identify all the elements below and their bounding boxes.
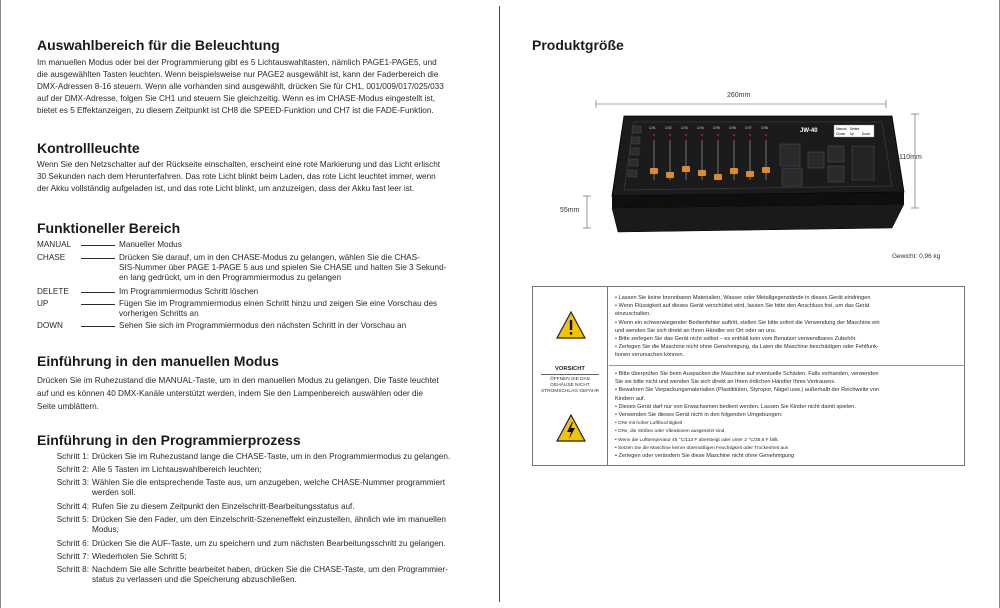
function-key	[852, 146, 874, 180]
description-line: Sehen Sie sich im Programmiermodus den nächsten Schritt in der Vorschau an	[119, 321, 407, 330]
section-title-functional-area: Funktioneller Bereich	[37, 220, 181, 236]
leader-line	[81, 245, 115, 246]
description-line: SIS-Nummer über PAGE 1-PAGE 5 aus und spielen Sie CHASE und halten Sie 3 Sekund-	[119, 263, 447, 272]
definition-description	[119, 240, 469, 250]
warning-line: tionen verursachen können.	[615, 352, 685, 359]
paragraph-line: Wenn Sie den Netzschalter auf der Rückseite einschalten, erscheint eine rote Markierung und das Licht erlischt	[37, 160, 441, 169]
delete-key	[808, 152, 824, 168]
step-text	[92, 565, 448, 585]
mode-label-chase: Chase	[836, 132, 846, 136]
step-text	[92, 452, 450, 462]
description-line: Fügen Sie im Programmiermodus einen Schritt hinzu und zeigen Sie eine Vorschau des	[119, 299, 438, 308]
description-line: vorherigen Schritts an	[119, 309, 199, 318]
step-line: Drücken Sie die AUF-Taste, um zu speichern und zum nächsten Bearbeitungsschritt zu gelangen.	[92, 539, 446, 548]
warning-line: • Verwenden Sie dieses Gerät nicht in den folgenden Umgebungen:	[615, 412, 783, 418]
step-number: Schritt 5:	[56, 515, 89, 524]
step-line: Drücken Sie im Ruhezustand lange die CHASE-Taste, um in den Programmiermodus zu gelangen.	[92, 452, 451, 461]
warning-line: • Zerlegen Sie die Maschine nicht ohne Genehmigung, da Laien die Maschine beschädigen oder Fehlfunk-	[615, 344, 879, 351]
page-button	[632, 126, 641, 133]
paragraph-line: 30 Sekunden nach dem Herunterfahren. Das rote Licht blinkt beim Laden, das rote Licht leuchtet immer, wenn	[37, 172, 436, 182]
page-button	[629, 159, 638, 166]
description-line: en lang gedrückt, um in den Programmiermodus zu gelangen	[119, 273, 342, 282]
safety-warning-box	[532, 286, 965, 466]
fader-track	[765, 140, 766, 180]
mode-label-manual: Manual	[836, 127, 847, 131]
channel-led	[733, 134, 735, 136]
function-definition-list	[37, 240, 477, 335]
product-size-title: Produktgröße	[532, 37, 624, 53]
mode-label-delete: Delete	[850, 127, 860, 131]
caution-label: VORSICHT	[555, 366, 585, 372]
section-body-lighting-selection	[37, 57, 444, 117]
section-title-manual-mode: Einführung in den manuellen Modus	[37, 353, 279, 369]
definition-term: DELETE	[37, 287, 69, 296]
up-key	[828, 146, 844, 162]
channel-label: CH5	[713, 126, 720, 130]
step-text	[92, 539, 446, 549]
definition-term: DOWN	[37, 321, 63, 330]
step-line: Nachdem Sie alle Schritte bearbeitet haben, drücken Sie die CHASE-Taste, um den Programmier-	[92, 565, 448, 574]
page-divider	[499, 6, 500, 602]
mode-label-up: Up	[850, 132, 855, 136]
warning-line: einzuschalten.	[615, 311, 651, 318]
warning-line: und wenden Sie sich direkt an Ihren Händler vor Ort oder an uns.	[615, 327, 777, 334]
step-number: Schritt 6:	[56, 539, 89, 548]
paragraph-line: Im manuellen Modus oder bei der Programmierung gibt es 5 Lichtauswahltasten, nämlich PAGE1-PAGE5, und	[37, 58, 437, 67]
channel-led	[653, 134, 655, 136]
step-line: Wiederholen Sie Schritt 5;	[92, 552, 187, 561]
channel-label: CH2	[665, 126, 672, 130]
caution-sublabel	[533, 377, 607, 395]
fader-knob	[714, 174, 722, 180]
channel-label: CH1	[649, 126, 656, 130]
product-drawing	[532, 80, 965, 270]
caution-subline: STROMSCHLAG GEFAHR	[540, 389, 600, 394]
definition-term: CHASE	[37, 253, 66, 262]
product-dimension-figure	[532, 80, 965, 270]
mode-label-down: Down	[862, 132, 871, 136]
channel-label: CH3	[681, 126, 688, 130]
width-dimension-label: 260mm	[727, 92, 751, 99]
step-text	[92, 552, 187, 562]
down-key	[828, 166, 844, 182]
paragraph-line: bietet es 5 Effektanzeigen, zu diesem Zeitpunkt ist CH8 die SPEED-Funktion und CH7 ist die FADE-Funktion.	[37, 106, 434, 116]
fader-knob	[682, 166, 690, 172]
warning-subline: • Orte, die Stößen oder Vibrationen ausgesetzt sind	[615, 429, 725, 435]
warning-subline: • Orte mit hoher Luftfeuchtigkeit	[615, 421, 683, 427]
warning-line: • Zerlegen oder verändern Sie diese Maschine nicht ohne Genehmigung	[615, 453, 795, 459]
right-page	[503, 0, 1000, 608]
left-page	[0, 0, 497, 608]
chase-key	[782, 168, 802, 186]
warning-line: • Lassen Sie keine brennbaren Materialien, Wasser oder Metallgegenstände in dieses Gerät eindringen	[615, 295, 871, 301]
channel-label: CH7	[745, 126, 752, 130]
step-line: status zu verlassen und die Speicherung abzuschließen.	[92, 575, 297, 584]
warning-subline: • Wenn die Lufttemperatur 45 °C/113 F übersteigt oder unter 2 °C/35,6 F fällt.	[615, 437, 779, 443]
caution-divider	[541, 374, 599, 375]
warning-line: • Wenn Flüssigkeit auf dieses Gerät verschüttet wird, lassen Sie bitte den Anschluss frei, um das Gerät	[615, 303, 870, 310]
weight-label: Gewicht: 0,96 kg	[892, 253, 941, 260]
definition-term: UP	[37, 299, 49, 308]
warning-separator	[609, 365, 964, 366]
step-number: Schritt 8:	[56, 565, 89, 574]
fader-knob	[666, 172, 674, 178]
warning-icon-column	[533, 287, 608, 465]
fader-knob	[762, 167, 770, 173]
page-button	[631, 137, 640, 144]
leader-line	[81, 326, 115, 327]
section-title-programming-process: Einführung in den Programmierprozess	[37, 432, 301, 448]
definition-description	[119, 299, 469, 319]
description-line: Drücken Sie darauf, um in den CHASE-Modus zu gelangen, wählen Sie die CHAS-	[119, 253, 420, 262]
step-number: Schritt 4:	[56, 502, 89, 511]
step-line: Wählen Sie die entsprechende Taste aus, um anzugeben, welche CHASE-Nummer programmiert	[92, 478, 445, 487]
paragraph-line: Seite umblättern.	[37, 402, 99, 411]
warning-line: • Bitte zerlegen Sie das Gerät nicht selbst – es enthält kein vom Benutzer verwendbares Zubehör.	[615, 336, 857, 342]
page-button	[628, 170, 637, 177]
step-line: werden soll.	[92, 488, 136, 497]
channel-led	[765, 134, 767, 136]
warning-line: • Bewahren Sie Verpackungsmaterialien (Plastiktüten, Styropor, Nägel usw.) außerhalb der Reichweite von	[615, 387, 880, 394]
depth-dimension-label: 55mm	[560, 207, 580, 214]
warning-line: • Wenn ein schwerwiegender Bedienfehler auftritt, stellen Sie bitte sofort die Verwendung der Maschine ein	[615, 319, 880, 326]
step-line: Drücken Sie den Fader, um den Einzelschritt-Szeneneffekt einzustellen, ähnlich wie im manuellen	[92, 515, 446, 524]
channel-led	[669, 134, 671, 136]
electric-shock-icon	[556, 414, 586, 442]
caution-subline: ÖFFNEN SIE DAS	[550, 377, 590, 382]
leader-line	[81, 258, 115, 259]
paragraph-line: auf und es können 40 DMX-Kanäle unterstützt werden, indem Sie den Lampenbereich auswählen oder die	[37, 389, 423, 398]
fader-knob	[730, 168, 738, 174]
warning-line: • Bitte überprüfen Sie beim Auspacken die Maschine auf eventuelle Schäden. Falls vorhanden, verwenden	[615, 371, 879, 377]
manual-key	[780, 144, 800, 166]
step-number: Schritt 1:	[56, 452, 89, 461]
section-title-lighting-selection: Auswahlbereich für die Beleuchtung	[37, 37, 280, 53]
step-line: Modus;	[92, 525, 119, 534]
channel-led	[701, 134, 703, 136]
definition-term: MANUAL	[37, 240, 72, 249]
step-number: Schritt 7:	[56, 552, 89, 561]
step-text	[92, 465, 262, 475]
fader-knob	[746, 171, 754, 177]
caution-subline: GEHÄUSE NICHT	[550, 383, 590, 388]
warning-line: Kindern auf.	[615, 395, 646, 402]
section-body-manual-mode	[37, 374, 439, 413]
step-text	[92, 478, 445, 498]
step-text	[92, 515, 446, 535]
channel-led	[749, 134, 751, 136]
paragraph-line: DMX-Adressen 8-16 steuern. Wenn alle vorhanden sind ausgewählt, drücken Sie für CH1, 001/009/017/025/033	[37, 82, 444, 92]
paragraph-line: der Akku vollständig aufgeladen ist, und das rote Licht blinkt, um anzuzeigen, dass der Akku fast leer ist.	[37, 184, 415, 194]
programming-steps-list	[37, 452, 477, 592]
paragraph-line: auf der DMX-Adresse, folgen Sie CH1 und steuern Sie gleichzeitig. Wenn es im CHASE-Modus eingestellt ist,	[37, 94, 436, 104]
channel-led	[685, 134, 687, 136]
channel-label: CH4	[697, 126, 704, 130]
channel-label: CH8	[761, 126, 768, 130]
fader-knob	[698, 170, 706, 176]
paragraph-line: Drücken Sie im Ruhezustand die MANUAL-Taste, um in den manuellen Modus zu gelangen. Die Taste leuchtet	[37, 376, 439, 385]
model-label: JW-40	[800, 128, 818, 134]
description-line: Manueller Modus	[119, 240, 182, 249]
warning-line: Sie sie bitte nicht und wenden Sie sich direkt an Ihren örtlichen Händler Ihres Vertrauens.	[615, 379, 836, 386]
channel-label: CH6	[729, 126, 736, 130]
warning-line: • Dieses Gerät darf nur von Erwachsenen bedient werden. Lassen Sie Kinder nicht damit spielen.	[615, 403, 856, 410]
definition-description	[119, 287, 469, 297]
leader-line	[81, 304, 115, 305]
channel-led	[717, 134, 719, 136]
section-title-indicator-light: Kontrollleuchte	[37, 140, 140, 156]
step-number: Schritt 2:	[56, 465, 89, 474]
section-body-indicator-light	[37, 159, 440, 195]
fader-track	[685, 140, 686, 180]
warning-subline: • Setzen Sie die Maschine keiner übermäßigen Feuchtigkeit oder Trockenheit aus	[615, 445, 789, 451]
step-line: Rufen Sie zu diesem Zeitpunkt den Einzelschritt-Bearbeitungsstatus auf.	[92, 502, 355, 511]
leader-line	[81, 292, 115, 293]
step-text	[92, 502, 355, 512]
step-line: Alle 5 Tasten im Lichtauswahlbereich leuchten;	[92, 465, 262, 474]
step-number: Schritt 3:	[56, 478, 89, 487]
warning-text-column	[609, 287, 964, 465]
console-base	[612, 204, 904, 232]
definition-description	[119, 321, 469, 331]
definition-description	[119, 253, 469, 283]
caution-icon	[556, 311, 586, 339]
description-line: Im Programmiermodus Schritt löschen	[119, 287, 259, 296]
paragraph-line: die ausgewählten Tasten leuchten. Wenn beispielsweise nur PAGE2 ausgewählt ist, kann der Faderbereich die	[37, 70, 439, 80]
page-edge-left	[0, 0, 1, 608]
height-dimension-label: 110mm	[899, 154, 922, 161]
page-button	[630, 148, 639, 155]
fader-knob	[650, 168, 658, 174]
